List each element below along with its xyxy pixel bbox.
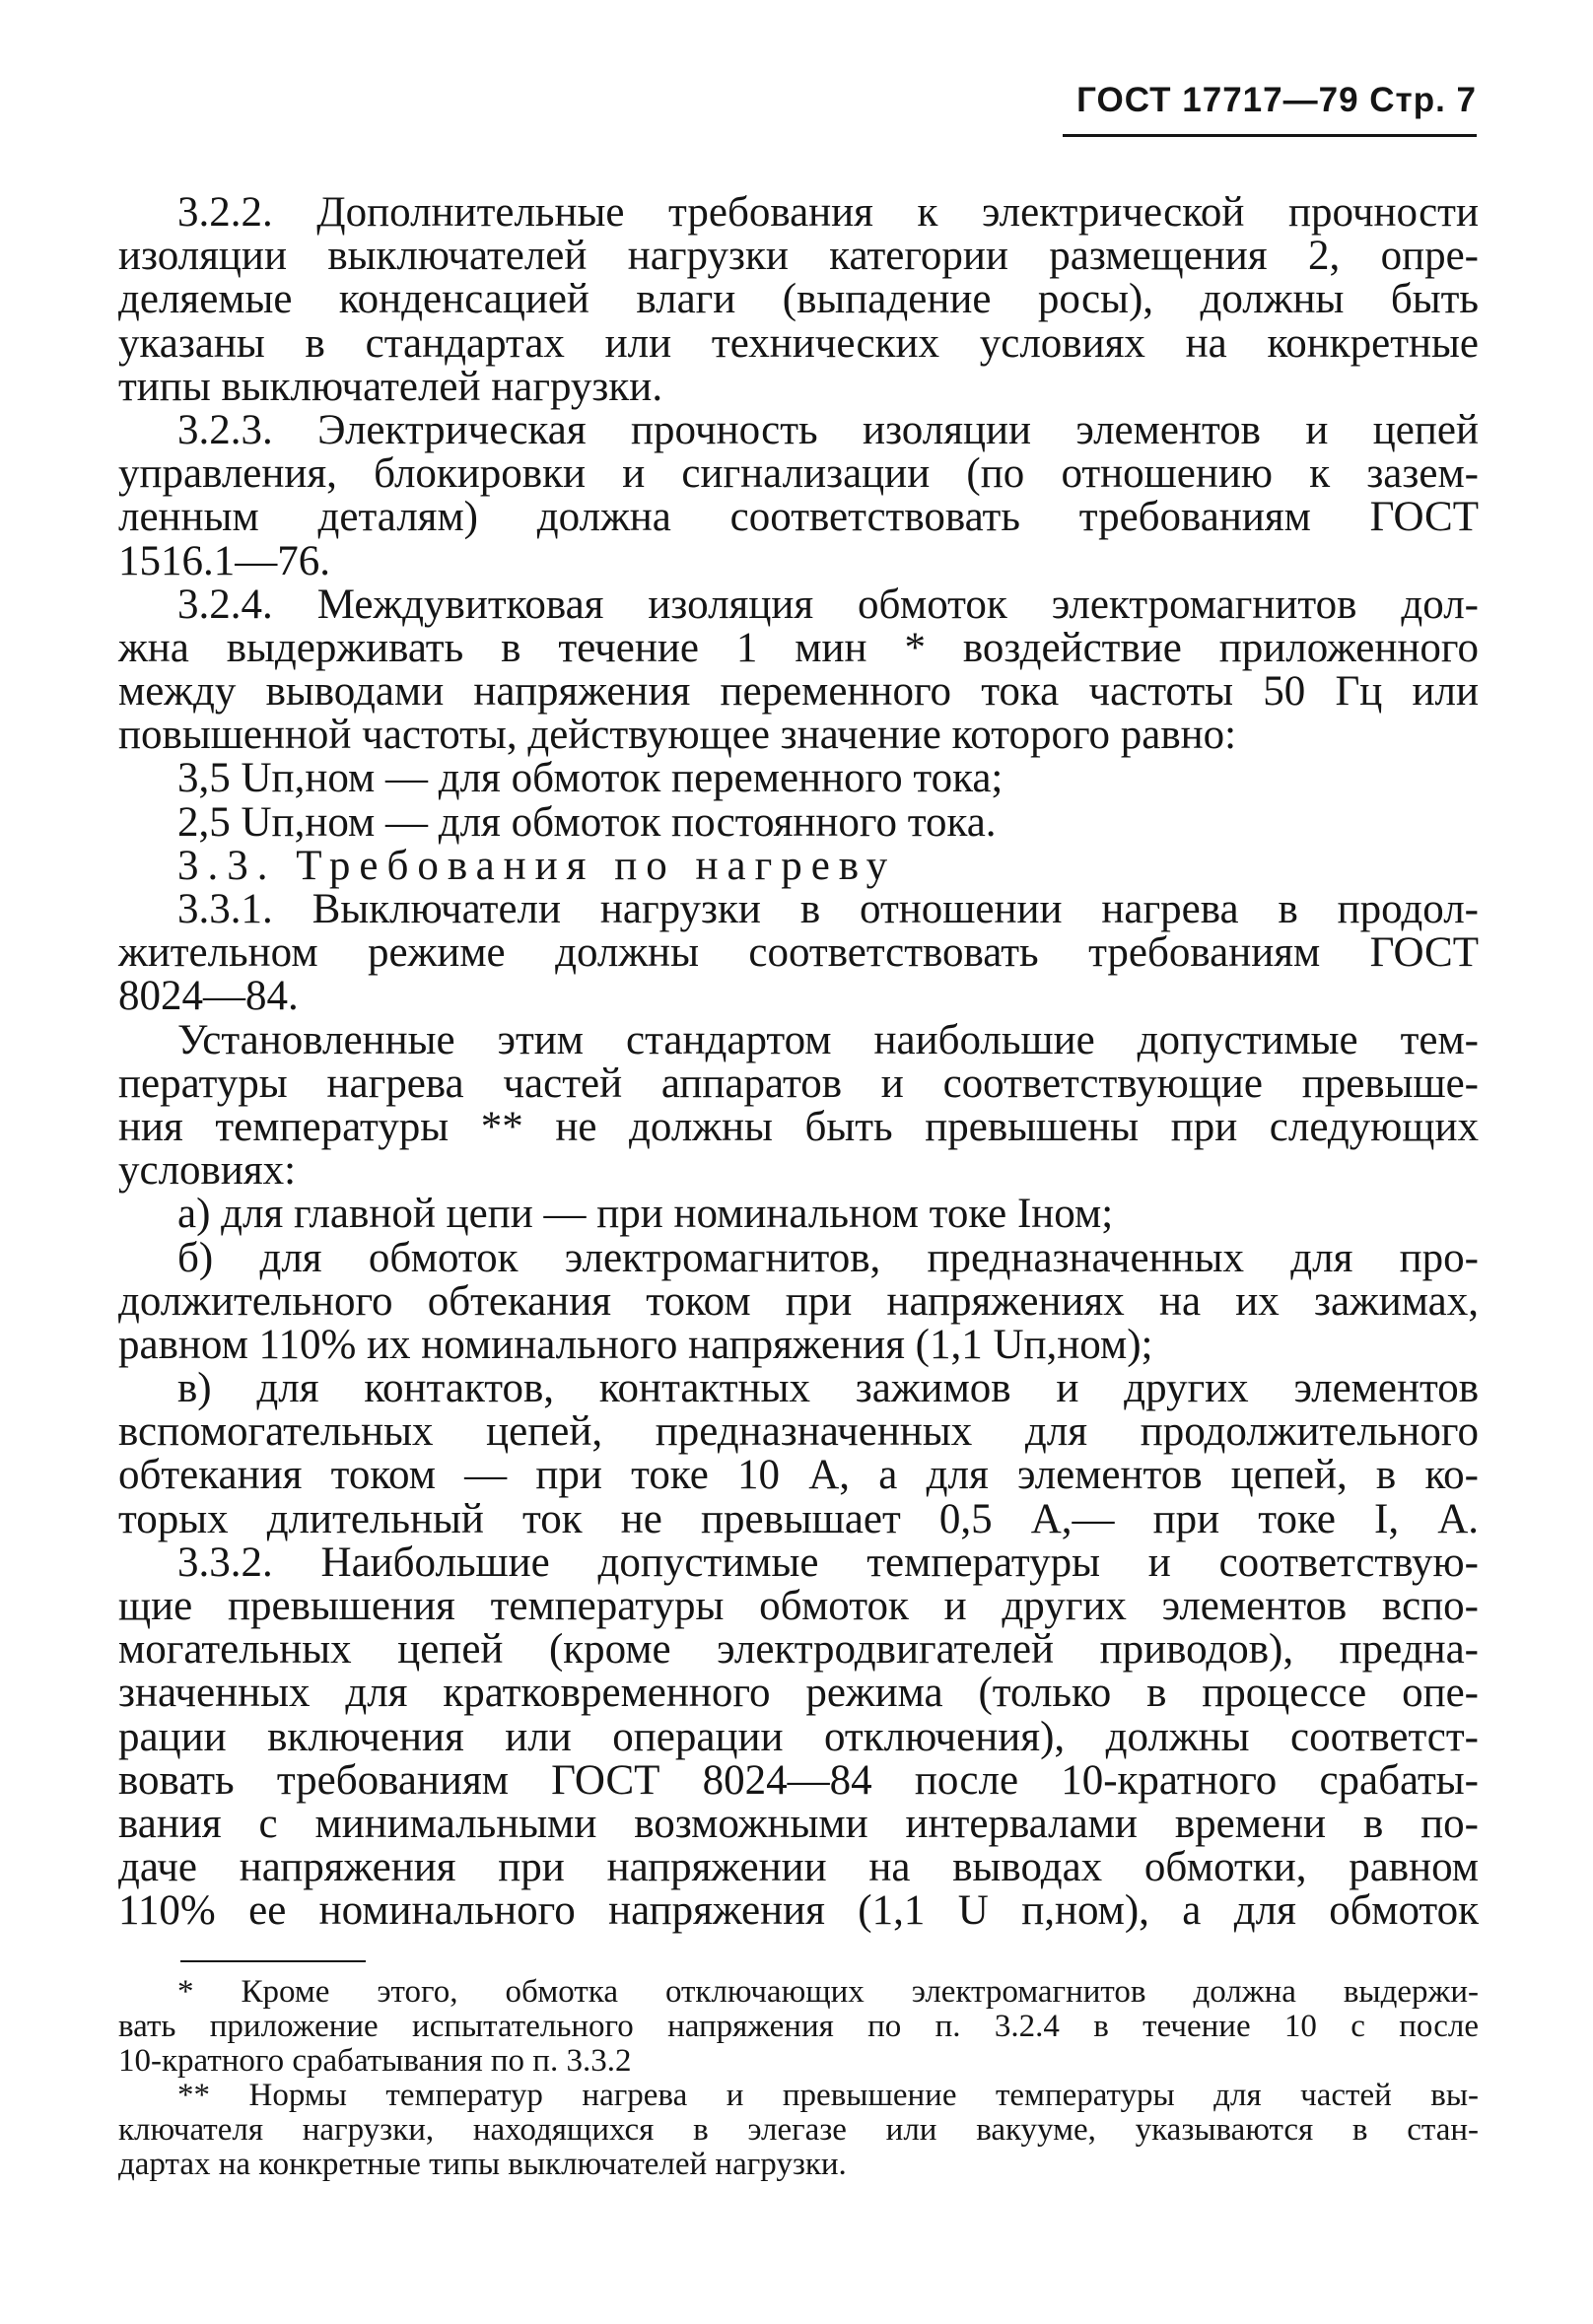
text-line: должительного обтекания током при напряжениях на их зажимах, (118, 1277, 1479, 1325)
text-line: даче напряжения при напряжении на выводах обмотки, равном (118, 1844, 1479, 1891)
text-line: управления, блокировки и сигнализации (по отношению к зазем- (118, 450, 1479, 498)
text-line: 8024—84. (118, 973, 299, 1020)
text-line: ленным деталям) должна соответствовать требованиям ГОСТ (118, 494, 1479, 541)
text-line: ния температуры ** не должны быть превышены при следующих (118, 1103, 1479, 1150)
footnote-rule (180, 1960, 366, 1962)
section-heading: 3.3. Требования по нагреву (177, 842, 897, 889)
text-line: 110% ее номинального напряжения (1,1 U п,ном), а для обмоток (118, 1887, 1479, 1935)
footnote-line: * Кроме этого, обмотка отключающих электромагнитов должна выдержи- (177, 1974, 1479, 2010)
text-line: вспомогательных цепей, предназначенных для продолжительного (118, 1408, 1479, 1456)
text-line: пературы нагрева частей аппаратов и соответствующие превыше- (118, 1059, 1479, 1107)
text-line: б) для обмоток электромагнитов, предназначенных для про- (177, 1234, 1479, 1281)
text-line: вовать требованиям ГОСТ 8024—84 после 10-кратного срабаты- (118, 1756, 1479, 1804)
text-line: равном 110% их номинального напряжения (1,1 Uп,ном); (118, 1321, 1153, 1368)
text-line: условиях: (118, 1147, 297, 1195)
body-text (118, 191, 1479, 1934)
page-number: Стр. 7 (1369, 81, 1477, 119)
page-header (1063, 81, 1477, 120)
header-rule (1063, 134, 1477, 137)
text-line: 3,5 Uп,ном — для обмоток переменного тока; (177, 755, 1004, 802)
text-line: деляемые конденсацией влаги (выпадение росы), должны быть (118, 276, 1479, 323)
footnote-line: 10-кратного срабатывания по п. 3.3.2 (118, 2043, 632, 2079)
text-line: значенных для кратковременного режима (только в процессе опе- (118, 1670, 1479, 1717)
text-line: жна выдерживать в течение 1 мин * воздействие приложенного (118, 624, 1479, 671)
footnote-line: дартах на конкретные типы выключателей нагрузки. (118, 2147, 847, 2182)
text-line: Установленные этим стандартом наибольшие допустимые тем- (177, 1016, 1479, 1063)
text-line: типы выключателей нагрузки. (118, 363, 663, 410)
text-line: 1516.1—76. (118, 537, 330, 584)
text-line: вания с минимальными возможными интервалами времени в по- (118, 1800, 1479, 1847)
text-line: могательных цепей (кроме электродвигателей приводов), предна- (118, 1626, 1479, 1674)
footnote-line: вать приложение испытательного напряжения по п. 3.2.4 в течение 10 с после (118, 2009, 1479, 2044)
text-line: торых длительный ток не превышает 0,5 А,— при токе I, А. (118, 1495, 1479, 1542)
text-line: изоляции выключателей нагрузки категории размещения 2, опре- (118, 233, 1479, 280)
footnote-line: ключателя нагрузки, находящихся в элегазе или вакууме, указываются в стан- (118, 2112, 1479, 2148)
footnote-line: ** Нормы температур нагрева и превышение температуры для частей вы- (177, 2078, 1479, 2113)
text-line: 3.3.2. Наибольшие допустимые температуры и соответствую- (177, 1538, 1479, 1586)
text-line: рации включения или операции отключения), должны соответст- (118, 1713, 1479, 1760)
text-line: щие превышения температуры обмоток и других элементов вспо- (118, 1583, 1479, 1629)
text-line: указаны в стандартах или технических условиях на конкретные (118, 319, 1479, 367)
text-line: 3.2.4. Междувитковая изоляция обмоток электромагнитов дол- (177, 581, 1479, 628)
text-line: 3.2.2. Дополнительные требования к электрической прочности (177, 189, 1479, 236)
text-line: жительном режиме должны соответствовать требованиям ГОСТ (118, 929, 1479, 977)
text-line: между выводами напряжения переменного тока частоты 50 Гц или (118, 668, 1479, 716)
text-line: в) для контактов, контактных зажимов и других элементов (177, 1365, 1479, 1412)
text-line: а) для главной цепи — при номинальном токе Iном; (177, 1191, 1114, 1238)
text-line: 3.3.1. Выключатели нагрузки в отношении нагрева в продол- (177, 886, 1479, 932)
text-line: 2,5 Uп,ном — для обмоток постоянного тока. (177, 798, 997, 846)
footnotes (118, 1975, 1479, 2182)
text-line: обтекания током — при токе 10 А, а для элементов цепей, в ко- (118, 1452, 1479, 1499)
text-line: 3.2.3. Электрическая прочность изоляции элементов и цепей (177, 406, 1479, 453)
document-code: ГОСТ 17717—79 (1076, 81, 1359, 119)
text-line: повышенной частоты, действующее значение которого равно: (118, 712, 1237, 759)
